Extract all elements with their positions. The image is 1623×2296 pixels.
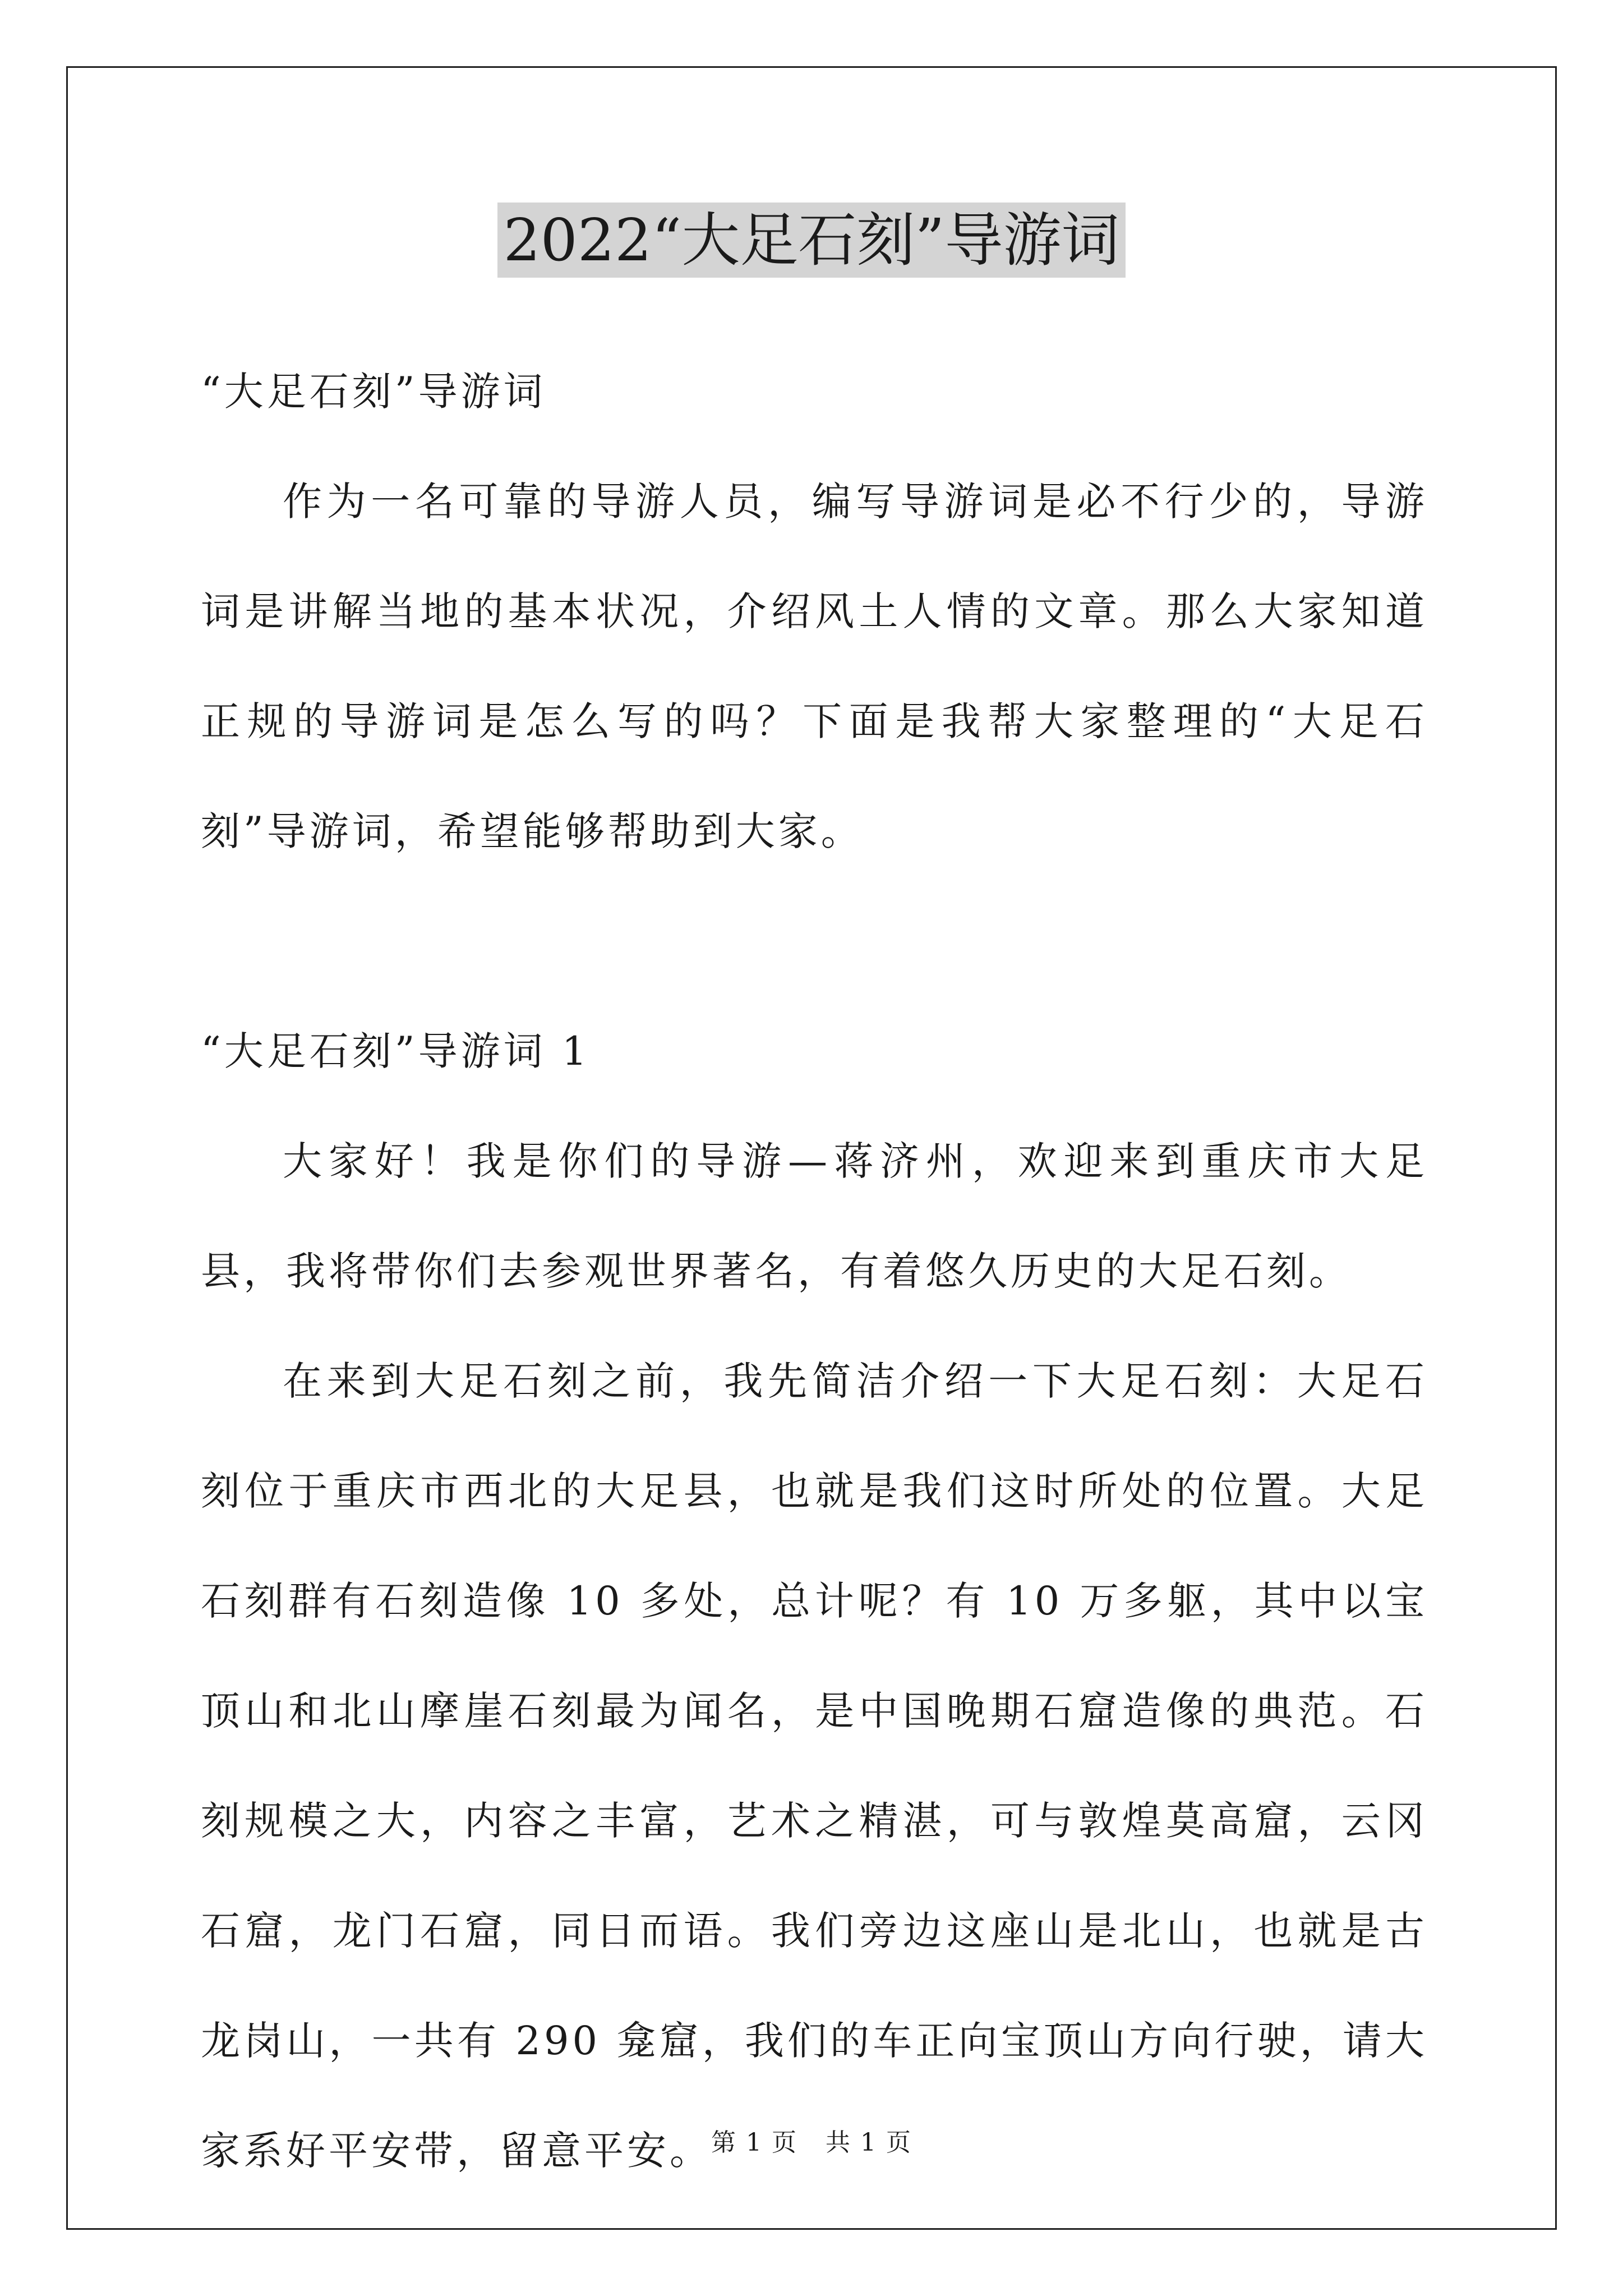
page-number-current: 第 1 页 — [711, 2128, 797, 2157]
section-heading: “大足石刻”导游词 1 — [201, 1028, 591, 1074]
page-number-total: 共 1 页 — [826, 2128, 912, 2157]
intro-paragraph: 作为一名可靠的导游人员，编写导游词是必不行少的，导游词是讲解当地的基本状况，介绍风土人情的文章。那么大家知道正规的导游词是怎么写的吗？下面是我帮大家整理的“大足石刻”导游词，希望能够帮助到大家。 — [201, 478, 1428, 854]
body-paragraph: 大家好！我是你们的导游—蒋济州，欢迎来到重庆市大足县，我将带你们去参观世界著名，有着悠久历史的大足石刻。 — [201, 1138, 1428, 1294]
document-title — [0, 202, 1623, 278]
document-body — [201, 337, 1428, 2206]
page-footer — [0, 2126, 1623, 2160]
document-title-text: 2022“大足石刻”导游词 — [497, 203, 1125, 278]
body-paragraph: 在来到大足石刻之前，我先简洁介绍一下大足石刻：大足石刻位于重庆市西北的大足县，也就是我们这时所处的位置。大足石刻群有石刻造像 10 多处，总计呢？有 10 万多躯，其中以宝顶山和北山摩崖石刻最为闻名，是中国晚期石窟造像的典范。石刻规模之大，内容之丰富，艺术之精湛，可与敦煌莫高窟，云冈石窟，龙门石窟，同日而语。我们旁边这座山是北山，也就是古龙岗山，一共有 290 龛窟，我们的车正向宝顶山方向行驶，请大家系好平安带，留意平安。 — [201, 1358, 1428, 2174]
section-heading: “大足石刻”导游词 — [201, 369, 546, 415]
